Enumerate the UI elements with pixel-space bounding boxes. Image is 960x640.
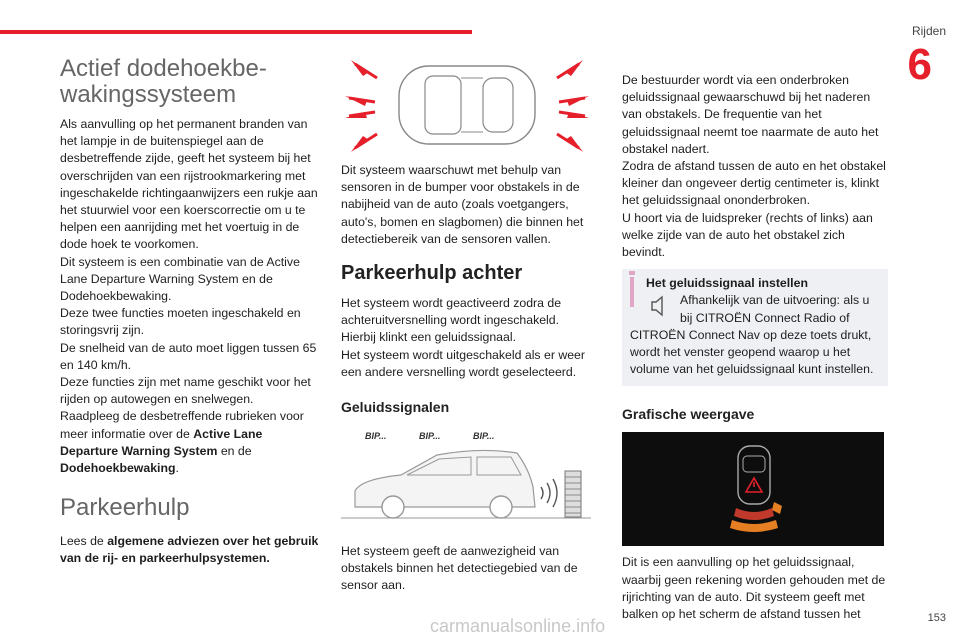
text-fragment: . [175, 461, 179, 476]
body-text-advice [60, 533, 322, 567]
column-3 [622, 72, 888, 623]
body-text: Het systeem geeft de aanwezigheid van obstakels binnen het detectiegebied van de sensor aan. [341, 544, 578, 593]
column-2 [341, 56, 593, 595]
section-title-dodehoek [60, 56, 322, 108]
advice-link[interactable]: algemene adviezen over het gebruik van de rij- en parkeerhulpsystemen. [60, 534, 319, 566]
text-fragment: Raadpleeg de desbetreffende rubrieken voor meer informatie over de [60, 409, 304, 441]
title-line-1: Actief dodehoekbe- [60, 55, 267, 82]
bip-label: BIP... [419, 431, 441, 442]
body-text: De bestuurder wordt via een onderbroken geluidssignaal gewaarschuwd bij het naderen van obstakels. De frequentie van het geluidssignaal neemt toe naarmate de auto het obstakel nadert. [622, 73, 879, 156]
body-text: Het systeem wordt geactiveerd zodra de achteruitversnelling wordt ingeschakeld. Hierbij klinkt een geluidssignaal. [341, 296, 562, 345]
body-text: Deze functies zijn met name geschikt voor het rijden op autowegen en snelwegen. [60, 375, 311, 407]
display-screen-illustration [622, 432, 884, 546]
body-text: Dit systeem is een combinatie van de Active Lane Departure Warning System en de Dodehoekbewaking. [60, 254, 300, 304]
body-text: Zodra de afstand tussen de auto en het obstakel kleiner dan ongeveer dertig centimeter is, klinkt het geluidssignaal ononderbroken. [622, 159, 886, 208]
reference-link-dodehoek[interactable]: Dodehoekbewaking [60, 461, 176, 476]
info-text: Afhankelijk van de uitvoering: als u bij CITROËN Connect Radio of [680, 293, 870, 325]
subsection-title-geluidssignalen: Geluidssignalen [341, 399, 450, 416]
car-sensors-illustration [341, 56, 593, 156]
text-fragment: Lees de [60, 534, 108, 549]
watermark: carmanualsonline.info [430, 616, 606, 636]
info-row [630, 292, 880, 326]
subsection-title-grafische: Grafische weergave [622, 406, 755, 423]
section-title-parkeerhulp-achter: Parkeerhulp achter [341, 262, 523, 285]
info-box [622, 269, 888, 386]
title-line-2: wakingssysteem [60, 81, 237, 108]
section-title: Rijden [911, 24, 946, 38]
body-text: De snelheid van de auto moet liggen tussen 65 en 140 km/h. [60, 340, 317, 372]
info-icon [630, 277, 634, 307]
car-side-icon [341, 425, 593, 525]
body-text: Het systeem wordt uitgeschakeld als er weer een andere versnelling wordt geselecteerd. [341, 347, 585, 379]
chapter-number: 6 [907, 40, 932, 89]
car-screen-icon [622, 432, 884, 546]
reference-link-active-lane[interactable]: Active Lane Departure Warning System [60, 426, 263, 458]
info-icon-dot [629, 271, 635, 275]
text-fragment: en de [217, 443, 252, 458]
body-text: Dit is een aanvulling op het geluidssignaal, waarbij geen rekening worden gehouden met de rijrichting van de auto. Dit systeem geeft met balken op het scherm de afstand tussen het [622, 555, 886, 622]
info-text-continued: CITROËN Connect Nav op deze toets drukt, wordt het venster geopend waarop u het volume van het geluidssignaal kunt instellen. [630, 327, 874, 377]
section-title-parkeerhulp: Parkeerhulp [60, 494, 190, 522]
bip-label: BIP... [365, 431, 387, 442]
body-text: Deze twee functies moeten ingeschakeld en storingsvrij zijn. [60, 306, 301, 338]
body-text-reference [60, 408, 322, 477]
body-text: U hoort via de luidspreker (rechts of links) aan welke zijde van de auto het obstakel zich bevindt. [622, 210, 873, 260]
body-text: Dit systeem waarschuwt met behulp van sensoren in de bumper voor obstakels in de nabijheid van de auto (zoals voetgangers, auto's, bomen en slagbomen) die binnen het detectiebereik van de sensoren vallen. [341, 163, 584, 246]
header-accent-bar [0, 30, 472, 34]
info-title: Het geluidssignaal instellen [646, 276, 808, 291]
speaker-icon [646, 292, 672, 320]
car-beep-illustration [341, 425, 593, 525]
bip-label: BIP... [473, 431, 495, 442]
column-1 [60, 56, 322, 568]
page-number: 153 [927, 612, 946, 624]
body-text: Als aanvulling op het permanent branden van het lampje in de buitenspiegel aan de desbetreffende zijde, geeft het systeem bij het overschrijden van een rijstrookmarkering met ingeschakelde richtingaanwijzers een rukje aan het stuurwiel voor een koerscorrectie om u te helpen een aanrijding met het voertuig in de dode hoek te voorkomen. [60, 117, 318, 252]
